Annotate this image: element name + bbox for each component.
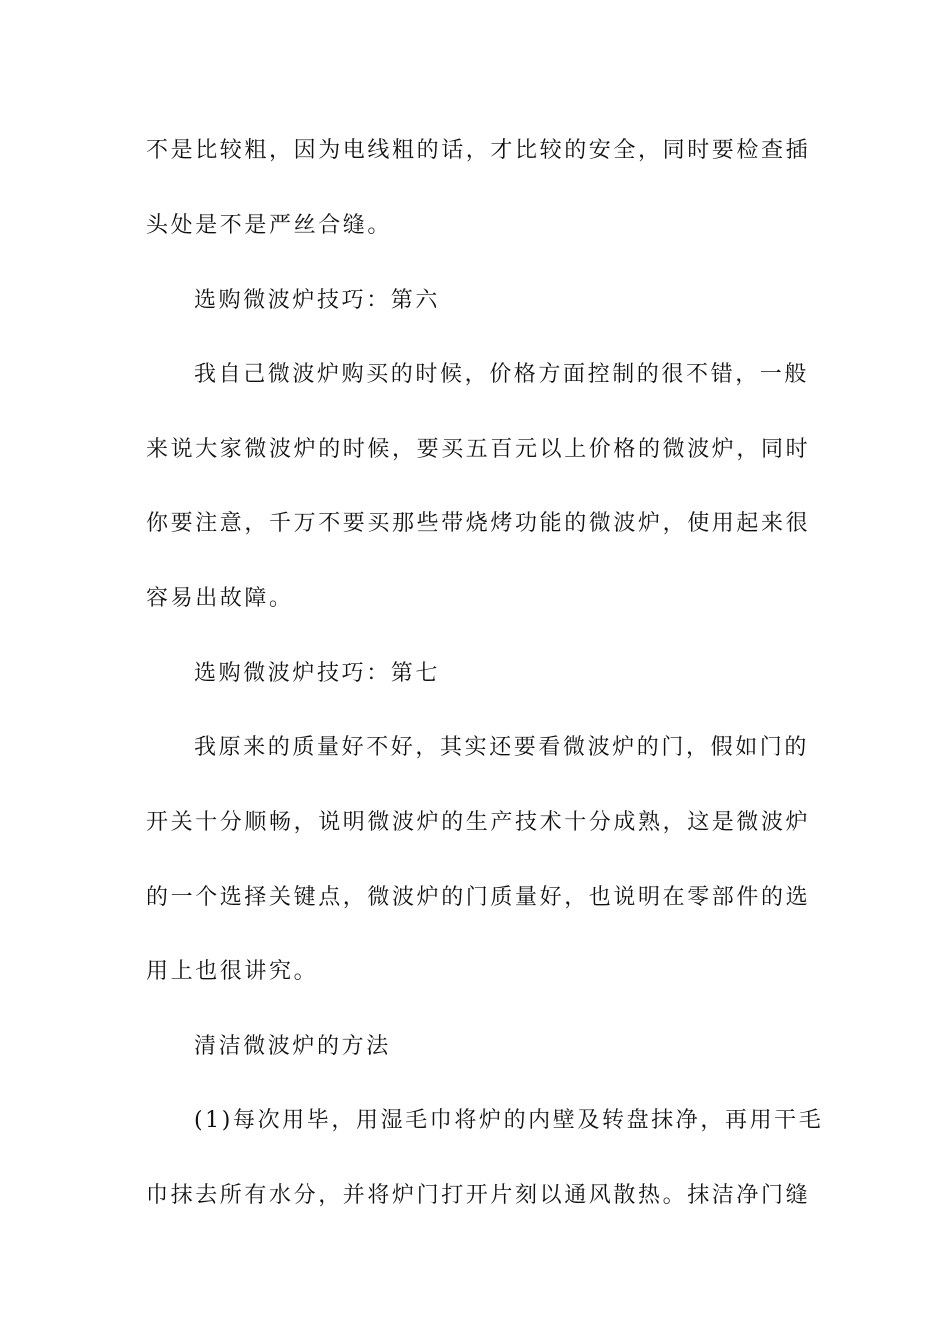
section-heading: 选购微波炉技巧：第七 (194, 661, 441, 686)
paragraph-line: 我自己微波炉购买的时候，价格方面控制的很不错，一般 (194, 362, 810, 387)
paragraph-line: 用上也很讲究。 (146, 959, 319, 984)
paragraph-line: 的一个选择关键点，微波炉的门质量好，也说明在零部件的选 (146, 885, 811, 910)
paragraph-line: 你要注意，千万不要买那些带烧烤功能的微波炉，使用起来很 (146, 511, 811, 536)
paragraph-line: 巾抹去所有水分，并将炉门打开片刻以通风散热。抹洁净门缝 (146, 1183, 811, 1208)
paragraph-line: 头处是不是严丝合缝。 (146, 213, 393, 238)
section-heading: 选购微波炉技巧：第六 (194, 288, 441, 313)
paragraph-line: 来说大家微波炉的时候，要买五百元以上价格的微波炉，同时 (146, 437, 811, 462)
paragraph-line: 不是比较粗，因为电线粗的话，才比较的安全，同时要检查插 (146, 138, 811, 163)
paragraph-line: 容易出故障。 (146, 586, 294, 611)
paragraph-line: 我原来的质量好不好，其实还要看微波炉的门，假如门的 (194, 735, 810, 760)
paragraph-line: (1)每次用毕，用湿毛巾将炉的内壁及转盘抹净，再用干毛 (194, 1108, 824, 1133)
section-heading: 清洁微波炉的方法 (194, 1034, 391, 1059)
paragraph-line: 开关十分顺畅，说明微波炉的生产技术十分成熟，这是微波炉 (146, 810, 811, 835)
